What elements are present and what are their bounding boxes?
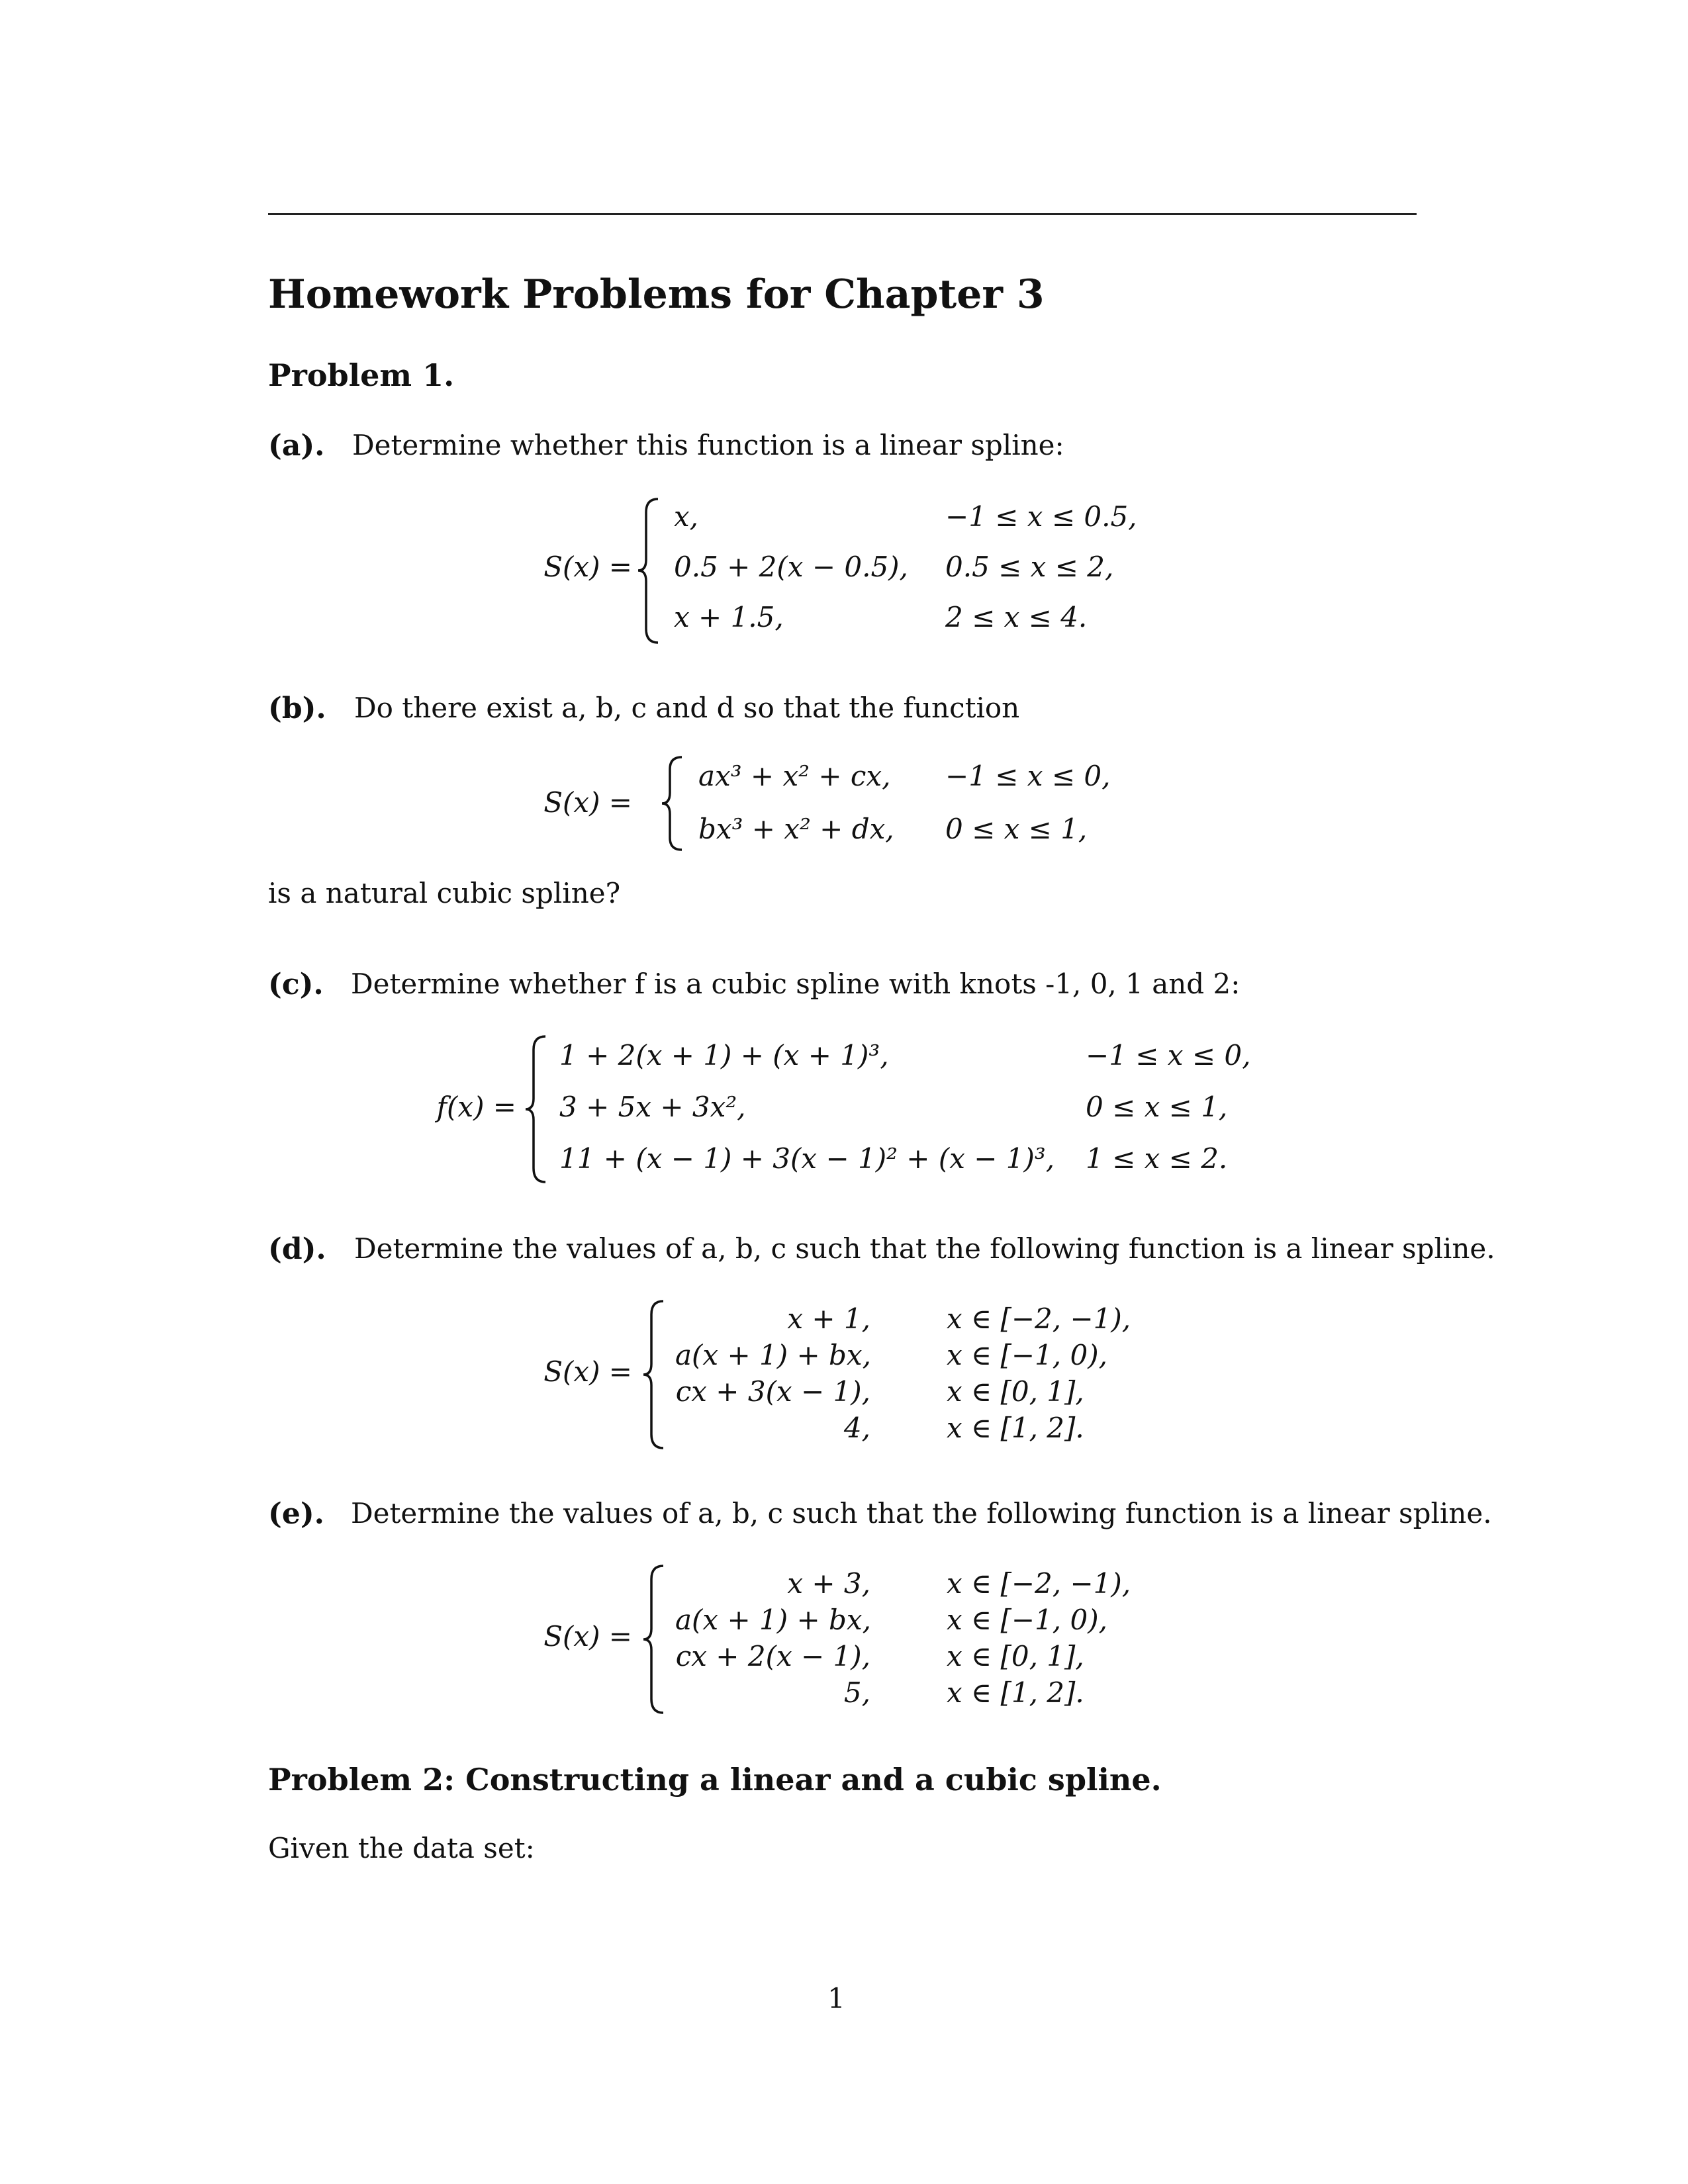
part-c-expr-1: 1 + 2(x + 1) + (x + 1)³, — [559, 1039, 889, 1071]
part-d-cond-2: x ∈ [−1, 0), — [947, 1339, 1107, 1371]
part-b-text: Do there exist a, b, c and d so that the function — [354, 692, 1020, 724]
part-c-expr-2: 3 + 5x + 3x², — [559, 1091, 746, 1123]
part-a-lhs: S(x) = — [543, 551, 632, 583]
part-a-cond-3: 2 ≤ x ≤ 4. — [945, 601, 1088, 633]
header-rule — [268, 213, 1417, 215]
part-a-brace — [635, 496, 662, 645]
part-e-text: Determine the values of a, b, c such that the following function is a linear spline. — [351, 1497, 1492, 1529]
page-number: 1 — [827, 1982, 845, 2015]
part-e-expr-3: cx + 2(x − 1), — [675, 1640, 870, 1672]
part-c-expr-3: 11 + (x − 1) + 3(x − 1)² + (x − 1)³, — [559, 1142, 1055, 1175]
part-a-cond-2: 0.5 ≤ x ≤ 2, — [945, 551, 1114, 583]
part-d-lhs: S(x) = — [543, 1355, 632, 1388]
part-b-cond-2: 0 ≤ x ≤ 1, — [945, 813, 1088, 845]
part-b-expr-1: ax³ + x² + cx, — [698, 760, 891, 792]
part-d-label: (d). — [268, 1232, 326, 1266]
part-b-cond-1: −1 ≤ x ≤ 0, — [945, 760, 1111, 792]
problem2-text: Given the data set: — [268, 1832, 535, 1864]
page-title: Homework Problems for Chapter 3 — [268, 271, 1045, 318]
part-c-cond-3: 1 ≤ x ≤ 2. — [1086, 1142, 1228, 1175]
part-e-cond-4: x ∈ [1, 2]. — [947, 1676, 1084, 1709]
part-c-lhs: f(x) = — [436, 1091, 516, 1123]
part-e-cond-1: x ∈ [−2, −1), — [947, 1567, 1131, 1600]
part-e-expr-1: x + 3, — [787, 1567, 870, 1600]
problem2-heading: Problem 2: Constructing a linear and a cubic spline. — [268, 1762, 1162, 1797]
part-d-expr-4: 4, — [843, 1412, 870, 1444]
part-b-after-text: is a natural cubic spline? — [268, 877, 621, 909]
part-a-expr-2: 0.5 + 2(x − 0.5), — [674, 551, 908, 583]
part-c-brace — [523, 1034, 549, 1185]
part-d-expr-2: a(x + 1) + bx, — [675, 1339, 871, 1371]
part-e-expr-2: a(x + 1) + bx, — [675, 1604, 871, 1636]
part-c-text: Determine whether f is a cubic spline with knots -1, 0, 1 and 2: — [351, 968, 1241, 1000]
part-d-expr-3: cx + 3(x − 1), — [675, 1375, 870, 1408]
part-b-expr-2: bx³ + x² + dx, — [698, 813, 894, 845]
part-e-expr-4: 5, — [843, 1676, 870, 1709]
part-c-cond-2: 0 ≤ x ≤ 1, — [1086, 1091, 1228, 1123]
part-a-label: (a). — [268, 429, 325, 463]
part-e-label: (e). — [268, 1497, 324, 1531]
part-d-cond-3: x ∈ [0, 1], — [947, 1375, 1084, 1408]
problem1-heading: Problem 1. — [268, 357, 455, 393]
part-a-expr-1: x, — [674, 500, 699, 533]
part-d-cond-4: x ∈ [1, 2]. — [947, 1412, 1084, 1444]
part-d-expr-1: x + 1, — [787, 1302, 870, 1335]
part-e-lhs: S(x) = — [543, 1620, 632, 1653]
part-e-cond-2: x ∈ [−1, 0), — [947, 1604, 1107, 1636]
part-e-cond-3: x ∈ [0, 1], — [947, 1640, 1084, 1672]
part-b-lhs: S(x) = — [543, 786, 632, 819]
part-c-cond-1: −1 ≤ x ≤ 0, — [1086, 1039, 1251, 1071]
part-e-brace — [641, 1563, 667, 1715]
part-d-cond-1: x ∈ [−2, −1), — [947, 1302, 1131, 1335]
part-b-label: (b). — [268, 692, 326, 725]
part-c-label: (c). — [268, 968, 324, 1001]
part-d-brace — [641, 1298, 667, 1451]
part-d-text: Determine the values of a, b, c such that the following function is a linear spline. — [354, 1232, 1495, 1265]
part-b-brace — [659, 754, 686, 852]
part-a-text: Determine whether this function is a linear spline: — [352, 429, 1064, 461]
part-a-cond-1: −1 ≤ x ≤ 0.5, — [945, 500, 1137, 533]
part-a-expr-3: x + 1.5, — [674, 601, 784, 633]
